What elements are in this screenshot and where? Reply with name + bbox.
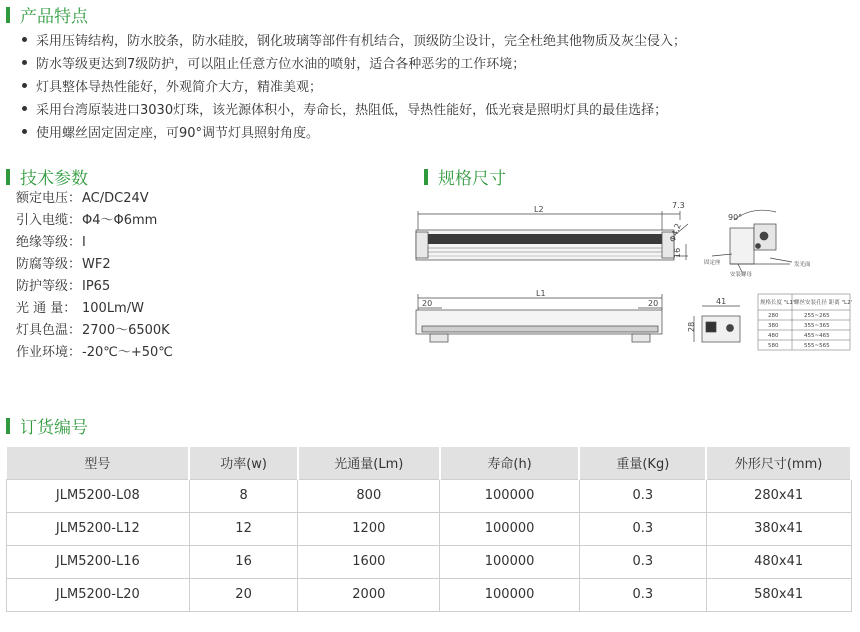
column-header: 光通量(Lm)	[298, 447, 440, 479]
param-row: 防腐等级： WF2	[16, 257, 111, 272]
dim-label-20-right: 20	[648, 299, 659, 308]
dim-table-cell: 280	[768, 313, 779, 319]
bullet-icon	[22, 37, 27, 42]
table-row	[7, 479, 852, 512]
dim-label-41: 41	[716, 297, 727, 306]
cell-life: 100000	[440, 512, 580, 545]
label-fixed-seat: 固定座	[704, 260, 721, 266]
param-row: 防护等级： IP65	[16, 279, 111, 294]
cell-power: 12	[189, 512, 298, 545]
column-header: 重量(Kg)	[579, 447, 706, 479]
column-header: 型号	[7, 447, 190, 479]
cell-life: 100000	[440, 578, 580, 611]
section-marker	[6, 169, 10, 185]
param-row: 灯具色温： 2700～6500K	[16, 323, 170, 338]
bullet-icon	[22, 106, 27, 111]
dim-table-cell: 580	[768, 343, 779, 349]
dim-table-header: 规格长度 "L1"	[760, 300, 796, 306]
param-row: 额定电压： AC/DC24V	[16, 191, 149, 206]
cell-flux: 1600	[298, 545, 440, 578]
cell-weight: 0.3	[579, 479, 706, 512]
feature-item: 防水等级更达到7级防护，可以阻止任意方位水油的喷射，适合各种恶劣的工作环境；	[22, 51, 852, 74]
bullet-icon	[22, 129, 27, 134]
param-list	[16, 188, 316, 364]
dims-title: 规格尺寸	[424, 164, 506, 189]
lamp-front-view	[416, 294, 662, 342]
dim-label-phi-4-2: Φ4.2	[667, 222, 683, 244]
column-header: 外形尺寸(mm)	[706, 447, 851, 479]
dim-table-cell: 255~265	[804, 313, 830, 319]
dim-label-l1: L1	[536, 289, 546, 298]
dimension-svg	[412, 198, 852, 358]
dim-table-cell: 455~465	[804, 333, 830, 339]
feature-item: 采用压铸结构，防水胶条，防水硅胶，钢化玻璃等部件有机结合，顶级防尘设计，完全杜绝其他物质及灰尘侵入；	[22, 28, 852, 51]
cell-power: 20	[189, 578, 298, 611]
dim-label-28: 28	[687, 321, 696, 332]
table-header-row	[7, 447, 852, 479]
section-marker	[6, 7, 10, 23]
cell-life: 100000	[440, 479, 580, 512]
dim-table-header: 螺丝安装孔径 距离 "L2"	[794, 300, 852, 306]
dimension-drawing	[412, 198, 852, 358]
cell-flux: 1200	[298, 512, 440, 545]
cell-flux: 2000	[298, 578, 440, 611]
bracket-side-view	[712, 210, 792, 272]
dim-table-cell: 555~565	[804, 343, 830, 349]
order-table	[6, 447, 852, 612]
label-screw: 安装螺母	[730, 272, 753, 278]
cell-size: 380x41	[706, 512, 851, 545]
cell-model: JLM5200-L16	[7, 545, 190, 578]
dim-label-angle: 90°	[728, 213, 743, 222]
cell-flux: 800	[298, 479, 440, 512]
column-header: 寿命(h)	[440, 447, 580, 479]
param-row: 引入电缆： Φ4～Φ6mm	[16, 213, 158, 228]
dim-label-7-3: 7.3	[672, 201, 685, 210]
cell-model: JLM5200-L08	[7, 479, 190, 512]
lamp-top-view	[416, 211, 688, 260]
cell-size: 580x41	[706, 578, 851, 611]
cell-model: JLM5200-L20	[7, 578, 190, 611]
table-row	[7, 578, 852, 611]
dim-table-cell: 380	[768, 323, 779, 329]
cell-power: 8	[189, 479, 298, 512]
dim-label-l2: L2	[534, 205, 544, 214]
dim-label-20-left: 20	[422, 299, 433, 308]
dim-table-cell: 355~365	[804, 323, 830, 329]
feature-item: 灯具整体导热性能好，外观简介大方，精准美观；	[22, 74, 852, 97]
param-row: 作业环境： -20℃～+50℃	[16, 345, 173, 360]
cell-model: JLM5200-L12	[7, 512, 190, 545]
label-light-face: 发光面	[794, 262, 811, 268]
feature-item: 采用台湾原装进口3030灯珠，该光源体积小，寿命长，热阻低，导热性能好，低光衰是照明灯具的最佳选择；	[22, 97, 852, 120]
dim-table-cell: 480	[768, 333, 779, 339]
param-row: 光 通 量： 100Lm/W	[16, 301, 144, 316]
cell-weight: 0.3	[579, 578, 706, 611]
feature-list	[22, 28, 852, 143]
table-row	[7, 512, 852, 545]
cell-size: 280x41	[706, 479, 851, 512]
features-title: 产品特点	[6, 2, 88, 27]
dim-label-16: 16	[673, 247, 682, 258]
cell-size: 480x41	[706, 545, 851, 578]
section-marker	[6, 418, 10, 434]
column-header: 功率(w)	[189, 447, 298, 479]
table-row	[7, 545, 852, 578]
lamp-end-profile	[694, 306, 740, 342]
cell-life: 100000	[440, 545, 580, 578]
cell-weight: 0.3	[579, 512, 706, 545]
section-marker	[424, 169, 428, 185]
bullet-icon	[22, 60, 27, 65]
param-row: 绝缘等级： I	[16, 235, 86, 250]
params-title: 技术参数	[6, 164, 88, 189]
feature-item: 使用螺丝固定固定座，可90°调节灯具照射角度。	[22, 120, 852, 143]
order-title: 订货编号	[6, 413, 88, 438]
cell-power: 16	[189, 545, 298, 578]
cell-weight: 0.3	[579, 545, 706, 578]
bullet-icon	[22, 83, 27, 88]
